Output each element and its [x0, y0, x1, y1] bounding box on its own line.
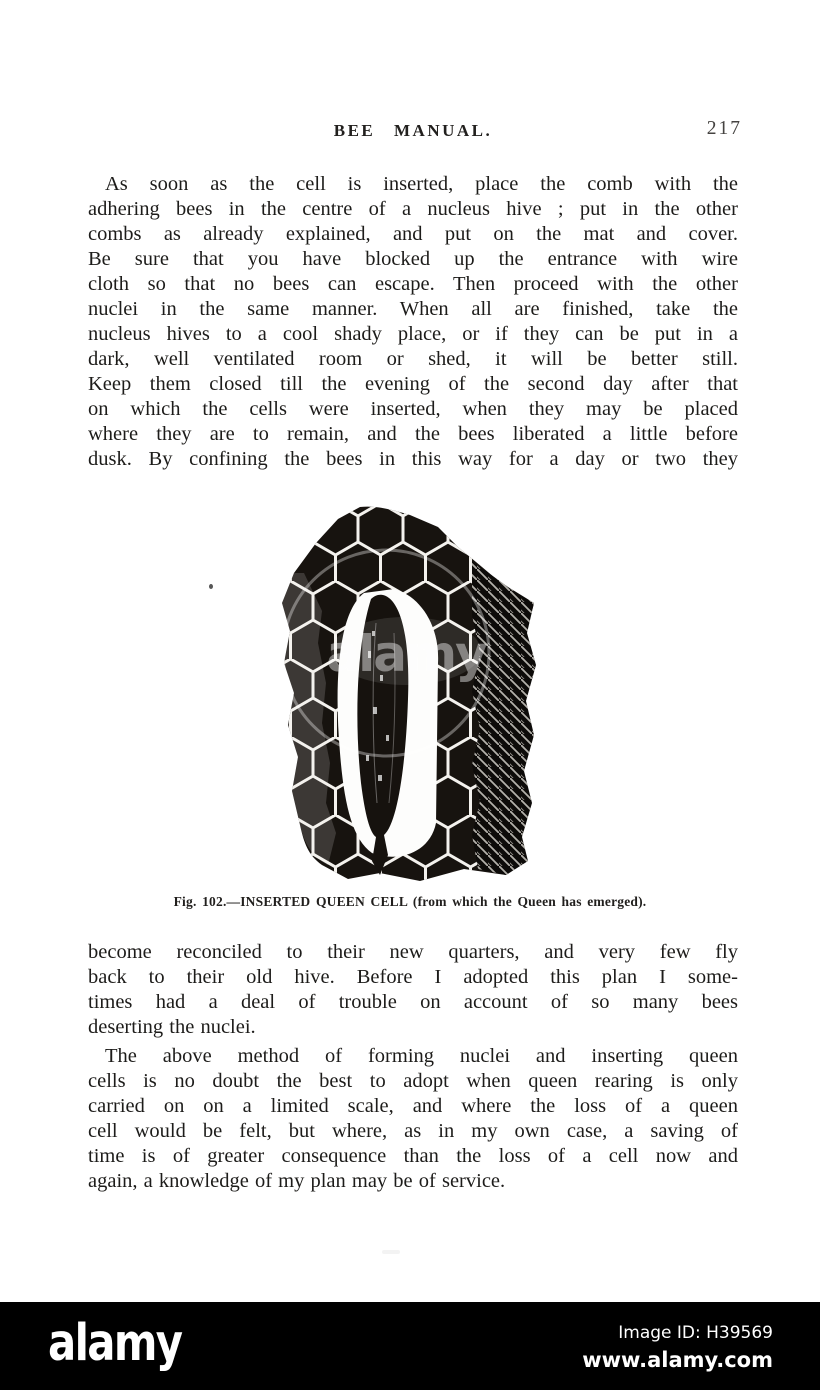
hatched-comb-edge [472, 561, 536, 875]
text-line: times had a deal of trouble on account of so many bees [88, 991, 738, 1013]
faint-smudge [382, 1250, 400, 1254]
text-line: dusk. By confining the bees in this way for a day or two they [88, 448, 738, 470]
text-line: combs as already explained, and put on the mat and cover. [88, 223, 738, 245]
text-line: The above method of forming nuclei and inserting queen [105, 1045, 738, 1067]
text-line: carried on on a limited scale, and where the loss of a queen [88, 1095, 738, 1117]
alamy-url-text: www.alamy.com [582, 1348, 773, 1372]
text-line: Be sure that you have blocked up the entrance with wire [88, 248, 738, 270]
text-line: cell would be felt, but where, as in my own case, a saving of [88, 1120, 738, 1142]
text-line: adhering bees in the centre of a nucleus hive ; put in the other [88, 198, 738, 220]
body-paragraph-3 [88, 1044, 738, 1194]
honeycomb-engraving-svg [268, 503, 545, 885]
footer-watermark-bar [0, 1302, 820, 1390]
text-line: time is of greater consequence than the loss of a cell now and [88, 1145, 738, 1167]
text-line: deserting the nuclei. [88, 1016, 256, 1038]
figure-caption: Fig. 102.—INSERTED QUEEN CELL (from which the Queen has emerged). [173, 894, 647, 909]
page-title: BEE MANUAL. [333, 121, 493, 140]
text-line: nuclei in the same manner. When all are finished, take the [88, 298, 738, 320]
page-number: 217 [706, 118, 742, 139]
ink-speck [209, 584, 213, 589]
watermark-text: alamy [326, 625, 486, 683]
text-line: cloth so that no bees can escape. Then proceed with the other [88, 273, 738, 295]
text-line: on which the cells were inserted, when they may be placed [88, 398, 738, 420]
text-line: where they are to remain, and the bees liberated a little before [88, 423, 738, 445]
alamy-logo: alamy [48, 1314, 182, 1373]
text-line: Keep them closed till the evening of the second day after that [88, 373, 738, 395]
text-line: become reconciled to their new quarters, and very few fly [88, 941, 738, 963]
body-paragraph-1 [88, 172, 738, 472]
text-line: cells is no doubt the best to adopt when queen rearing is only [88, 1070, 738, 1092]
image-id-text: Image ID: H39569 [618, 1323, 773, 1343]
body-paragraph-2 [88, 940, 738, 1040]
text-line: nucleus hives to a cool shady place, or if they can be put in a [88, 323, 738, 345]
text-line: dark, well ventilated room or shed, it will be better still. [88, 348, 738, 370]
figure-illustration [268, 503, 545, 885]
footer-credit-block [582, 1323, 773, 1372]
text-line: back to their old hive. Before I adopted this plan I some- [88, 966, 738, 988]
text-line: As soon as the cell is inserted, place the comb with the [105, 173, 738, 195]
text-line: again, a knowledge of my plan may be of service. [88, 1170, 506, 1192]
